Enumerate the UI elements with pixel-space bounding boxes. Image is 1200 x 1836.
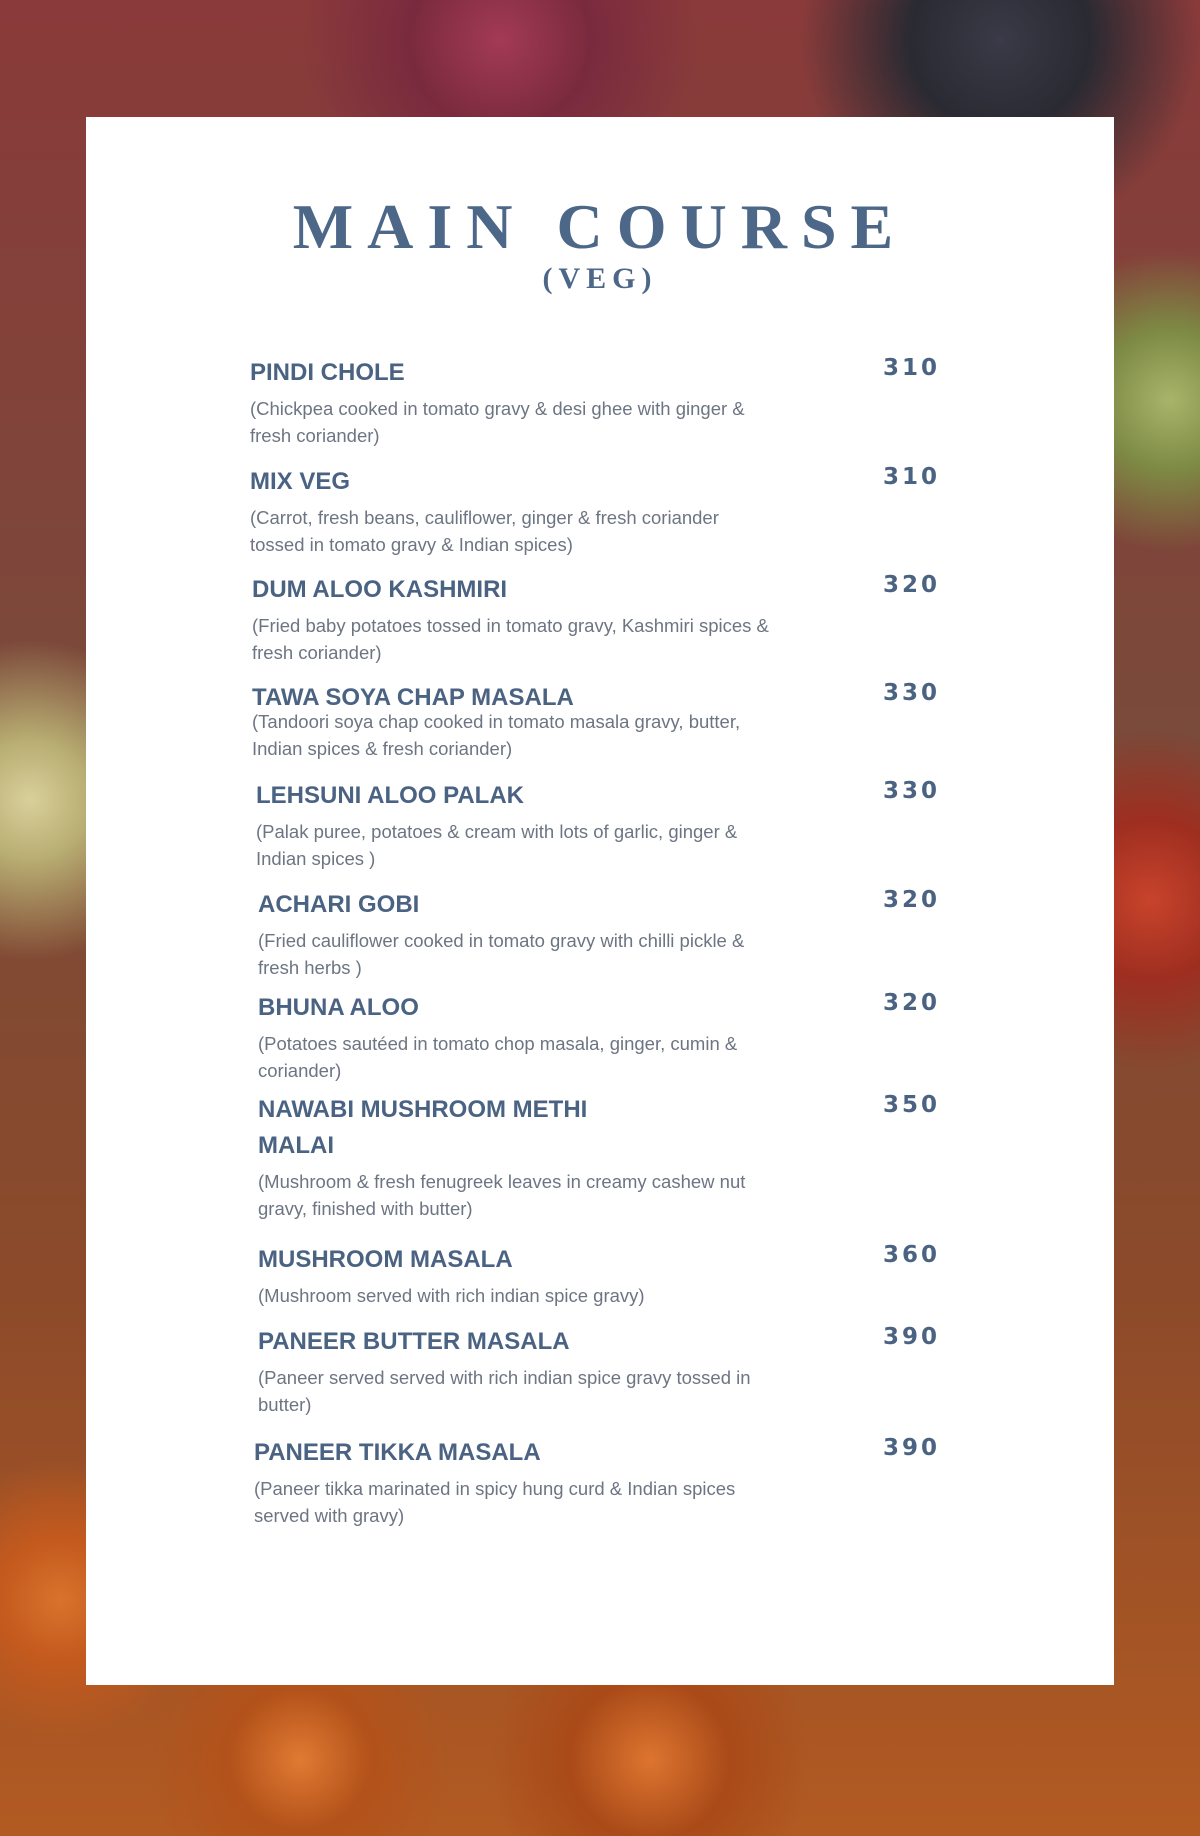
item-description: (Mushroom & fresh fenugreek leaves in creamy cashew nut gravy, finished with butter) (258, 1171, 746, 1219)
page-subtitle: (VEG) (542, 262, 658, 295)
item-description: (Tandoori soya chap cooked in tomato masala gravy, butter, Indian spices & fresh coriander) (252, 711, 741, 759)
item-price: 320 (882, 572, 940, 598)
item-name: NAWABI MUSHROOM METHI MALAI (258, 1096, 588, 1159)
menu-item (254, 1435, 940, 1529)
item-name: TAWA SOYA CHAP MASALA (252, 684, 574, 711)
item-name: BHUNA ALOO (258, 994, 419, 1021)
item-name: PANEER TIKKA MASALA (254, 1439, 541, 1466)
item-price: 330 (882, 680, 940, 706)
menu-item (258, 990, 940, 1084)
menu-item (258, 887, 940, 981)
menu-item (258, 1092, 940, 1222)
menu-item (252, 680, 940, 762)
item-description: (Fried baby potatoes tossed in tomato gravy, Kashmiri spices & fresh coriander) (252, 615, 769, 663)
item-price: 350 (882, 1092, 940, 1118)
item-price: 360 (882, 1242, 940, 1268)
item-description: (Potatoes sautéed in tomato chop masala, ginger, cumin & coriander) (258, 1033, 738, 1081)
menu-item (252, 572, 940, 666)
page-title: MAIN COURSE (292, 191, 908, 262)
item-name: PANEER BUTTER MASALA (258, 1328, 570, 1355)
menu-item (258, 1242, 940, 1309)
item-name: LEHSUNI ALOO PALAK (256, 782, 524, 809)
item-name: PINDI CHOLE (250, 359, 405, 386)
item-price: 390 (882, 1324, 940, 1350)
item-name: MIX VEG (250, 468, 351, 495)
item-description: (Chickpea cooked in tomato gravy & desi ghee with ginger & fresh coriander) (250, 398, 745, 446)
item-price: 310 (882, 355, 940, 381)
item-description: (Paneer tikka marinated in spicy hung curd & Indian spices served with gravy) (254, 1478, 736, 1526)
item-price: 320 (882, 887, 940, 913)
item-name: DUM ALOO KASHMIRI (252, 576, 508, 603)
item-name: MUSHROOM MASALA (258, 1246, 513, 1273)
menu-item (250, 355, 940, 449)
item-price: 330 (882, 778, 940, 804)
item-price: 320 (882, 990, 940, 1016)
item-name: ACHARI GOBI (258, 891, 420, 918)
menu-item (256, 778, 940, 872)
item-price: 390 (882, 1435, 940, 1461)
item-description: (Mushroom served with rich indian spice gravy) (258, 1285, 645, 1306)
item-price: 310 (882, 464, 940, 490)
item-description: (Carrot, fresh beans, cauliflower, ginger & fresh coriander tossed in tomato gravy & Indian spices) (250, 507, 719, 555)
menu-item (258, 1324, 940, 1418)
item-description: (Fried cauliflower cooked in tomato gravy with chilli pickle & fresh herbs ) (258, 930, 745, 978)
item-description: (Paneer served served with rich indian spice gravy tossed in butter) (258, 1367, 751, 1415)
menu-item (250, 464, 940, 558)
item-description: (Palak puree, potatoes & cream with lots of garlic, ginger & Indian spices ) (256, 821, 738, 869)
